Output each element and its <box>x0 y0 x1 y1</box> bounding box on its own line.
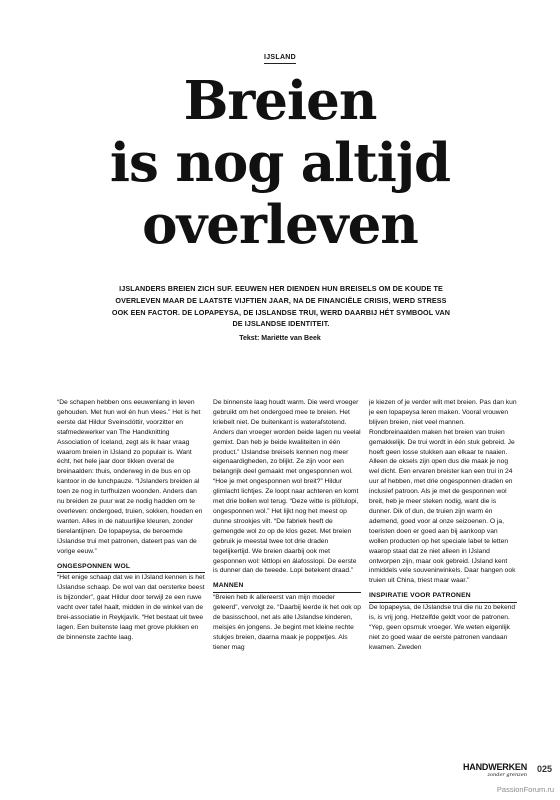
section-tag <box>0 54 560 64</box>
article-body <box>57 398 517 728</box>
headline-line-1: Breien <box>183 70 377 132</box>
headline-line-3: overleven <box>142 194 418 256</box>
subheading: INSPIRATIE VOOR PATRONEN <box>369 591 517 603</box>
magazine-brand <box>463 763 527 778</box>
article-column-3 <box>369 398 517 728</box>
article-column-2 <box>213 398 361 728</box>
paragraph: “Het enige schaap dat we in IJsland kennen is het IJslandse schaap. De wol van dat oersterke beest is bijzonder”, gaat Hildur door terwijl ze een ruwe vacht over tafel haalt, midden in de winkel van de brei-associatie in Reykjavík. “Het bestaat uit twee lagen. Een buitenste laag met grove plukken en de binnenste zachte laag. <box>57 574 205 641</box>
section-tag-label: IJSLAND <box>264 54 296 64</box>
subheading: MANNEN <box>213 581 361 593</box>
paragraph: “Breien heb ik allereerst van mijn moeder geleerd”, vervolgt ze. “Daarbij leerde ik het ook op de basisschool, net als alle IJslandse kinderen, meisjes én jongens. Je begint met kleine rechte stukjes breien, daarna maak je poppetjes. Als tiener mag <box>213 594 361 651</box>
page-number: 025 <box>536 764 552 774</box>
brand-tagline: zonder grenzen <box>487 772 527 778</box>
subheading: ONGESPONNEN WOL <box>57 562 205 574</box>
paragraph: je kiezen of je verder wilt met breien. Pas dan kun je een lopapeysa leren maken. Vooral vrouwen blijven breien, niet veel mannen. Rondbreinaalden maken het breien van truien gemakkelijk. De trui wordt in één stuk gebreid. Je hoeft geen losse stukken aan elkaar te naaien. Alleen de oksels zijn open dus die maak je nog wel dicht. Een ervaren breister kan een trui in 24 uur af hebben, met drie ongesponnen draden en inclusief patroon. Als je met de gesponnen wol breit, heb je meer steken nodig, want die is dunner. Dik of dun, de truien zijn warm én ademend, goed voor al onze seizoenen. O ja, toeristen doen er goed aan bij aankoop van wollen producten op het speciale label te letten waarop staat dat ze niet alleen in IJsland ontworpen zijn, maar ook gebreid. IJsland kent inmiddels vele souvenirwinkels. Daar hangen ook truien uit China, triest maar waar.” <box>369 399 517 585</box>
paragraph: “De schapen hebben ons eeuwenlang in leven gehouden. Met hun wol én hun vlees.” Het is het eerste dat Hildur Sveinsdóttir, voorzitter en stafmedewerker van The Handknitting Association of Iceland, zegt als ik haar vraag waarom breien in IJsland zo populair is. Want écht, het hele jaar door tikken overal de breinaalden: thuis, onderweg in de bus en op kantoor in de lunchpauze. “IJslanders breiden al toen ze nog in turfhuizen woonden. Anders dan nu breiden ze puur wat ze nodig hadden om te overleven: ondergoed, truien, sokken, hoeden en wanten. Alles in de natuurlijke kleuren, zonder tierelantijnen. De lopapeysa, de beroemde IJslandse trui met patronen, dateert pas van de vorige eeuw.” <box>57 399 203 555</box>
lead-paragraph: IJSLANDERS BREIEN ZICH SUF. EEUWEN HER DIENDEN HUN BREISELS OM DE KOUDE TE OVERLEVEN MAAR DE LAATSTE VIJFTIEN JAAR, NA DE FINANCIËLE CRISIS, WERD STRESS OOK EEN FACTOR. DE LOPAPEYSA, DE IJSLANDSE TRUI, WERD DAARBIJ HÉT SYMBOOL VAN DE IJSLANDSE IDENTITEIT. <box>111 284 451 329</box>
headline <box>0 70 560 256</box>
paragraph: De lopapeysa, de IJslandse trui die nu zo bekend is, is vrij jong. Hetzelfde geldt voor de patronen. “Yep, geen opsmuk vroeger. We weten eigenlijk niet zo goed waar de eerste patronen vandaan kwamen. Zweden <box>369 604 516 651</box>
byline: Tekst: Mariëtte van Beek <box>239 335 321 342</box>
article-column-1 <box>57 398 205 728</box>
watermark: PassionForum.ru <box>496 785 554 794</box>
paragraph: De binnenste laag houdt warm. Die werd vroeger gebruikt om het ondergoed mee te breien. Het kriebelt niet. De buitenkant is waterafstotend. Anders dan vroeger worden beide lagen nu veelal gemixt. Dan heb je beide kwaliteiten in één product.” IJslandse breisels kennen nog meer eigenaardigheden, zo blijkt. Ze zijn voor een belangrijk deel gemaakt met ongesponnen wol. “Hoe je met ongesponnen wol breit?” Hildur glimlacht lichtjes. Ze loopt naar achteren en komt met drie bollen wol terug. “Deze witte is plötulopi, ongesponnen wol.” Het lijkt nog het meest op dunne strookjes vilt. “De fabriek heeft de gemengde wol zo op de klos gezet. Met breien gebruik je meestal twee tot drie draden tegelijkertijd. We breien daarbij ook met gesponnen wol: léttlopi en álafosslopi. De eerste is dunner dan de tweede. Lopi betekent draad.” <box>213 399 361 575</box>
headline-line-2: is nog altijd <box>109 132 451 194</box>
brand-name: HANDWERKEN <box>463 762 527 772</box>
